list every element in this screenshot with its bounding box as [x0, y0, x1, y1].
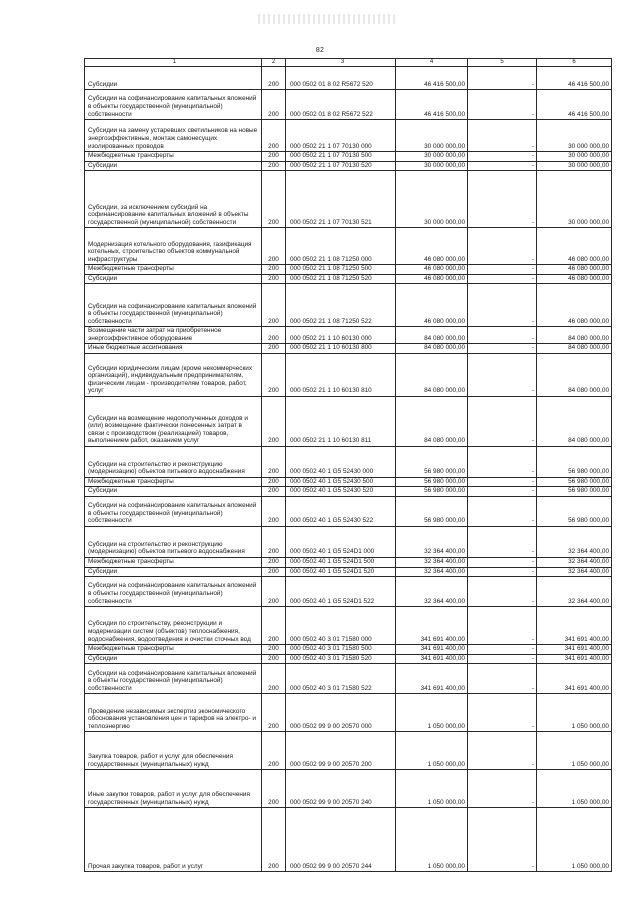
- row-approved: 46 416 500,00: [396, 90, 468, 120]
- row-name: Субсидии юридическим лицам (кроме некоммерческих организаций), индивидуальным предпринимателям, физическим лицам - производителям товаров, работ, услуг: [85, 353, 262, 396]
- row-code: 200: [262, 527, 286, 558]
- row-classifier: 000 0502 21 1 08 71250 500: [286, 265, 396, 275]
- table-row: [85, 265, 612, 275]
- row-executed: -: [468, 770, 537, 808]
- row-name: Иные закупки товаров, работ и услуг для обеспечения государственных (муниципальных) нужд: [85, 770, 262, 808]
- row-executed: -: [468, 577, 537, 607]
- row-classifier: 000 0502 21 1 08 71250 522: [286, 284, 396, 327]
- row-executed: -: [468, 161, 537, 171]
- row-name: Проведение независимых экспертиз экономического обоснования установления цен и тарифов на электро- и теплоэнергию: [85, 694, 262, 732]
- row-executed: -: [468, 327, 537, 344]
- row-executed: -: [468, 567, 537, 577]
- row-name: Субсидии на софинансирование капитальных вложений в объекты государственной (муниципальной) собственности: [85, 664, 262, 694]
- row-classifier: 000 0502 40 1 G5 52430 522: [286, 497, 396, 527]
- row-classifier: 000 0502 99 9 00 20570 240: [286, 770, 396, 808]
- row-unexecuted: 46 416 500,00: [537, 90, 612, 120]
- table-row: [85, 284, 612, 327]
- row-approved: 84 080 000,00: [396, 327, 468, 344]
- header-cell: 4: [396, 59, 468, 67]
- row-executed: -: [468, 396, 537, 446]
- row-approved: 341 691 400,00: [396, 607, 468, 645]
- row-name: Субсидии: [85, 567, 262, 577]
- row-code: 200: [262, 808, 286, 872]
- row-unexecuted: 32 364 400,00: [537, 558, 612, 568]
- table-row: [85, 344, 612, 354]
- row-unexecuted: 341 691 400,00: [537, 607, 612, 645]
- row-unexecuted: 341 691 400,00: [537, 654, 612, 664]
- row-approved: 46 080 000,00: [396, 228, 468, 265]
- table-row: [85, 577, 612, 607]
- row-name: Межбюджетные трансферты: [85, 645, 262, 655]
- row-executed: -: [468, 171, 537, 228]
- row-executed: -: [468, 228, 537, 265]
- row-executed: -: [468, 152, 537, 162]
- row-classifier: 000 0502 40 1 G5 524D1 522: [286, 577, 396, 607]
- row-code: 200: [262, 353, 286, 396]
- row-unexecuted: 46 416 500,00: [537, 67, 612, 90]
- row-classifier: 000 0502 99 9 00 20570 244: [286, 808, 396, 872]
- row-executed: -: [468, 497, 537, 527]
- table-row: [85, 120, 612, 152]
- table-row: [85, 694, 612, 732]
- table-row: [85, 228, 612, 265]
- row-name: Субсидии: [85, 161, 262, 171]
- row-approved: 46 080 000,00: [396, 274, 468, 284]
- table-row: [85, 770, 612, 808]
- row-code: 200: [262, 284, 286, 327]
- row-classifier: 000 0502 40 1 G5 52430 000: [286, 446, 396, 477]
- row-name: Модернизация котельного оборудования, газификация котельных, строительство объектов коммунальной инфраструктуры: [85, 228, 262, 265]
- row-unexecuted: 1 050 000,00: [537, 732, 612, 770]
- row-approved: 32 364 400,00: [396, 577, 468, 607]
- row-code: 200: [262, 654, 286, 664]
- table-row: [85, 732, 612, 770]
- row-classifier: 000 0502 21 1 10 60130 811: [286, 396, 396, 446]
- row-approved: 30 000 000,00: [396, 161, 468, 171]
- row-approved: 46 416 500,00: [396, 67, 468, 90]
- row-executed: -: [468, 90, 537, 120]
- row-executed: -: [468, 808, 537, 872]
- row-unexecuted: 46 080 000,00: [537, 228, 612, 265]
- row-unexecuted: 32 364 400,00: [537, 577, 612, 607]
- row-approved: 56 980 000,00: [396, 477, 468, 487]
- row-name: Иные бюджетные ассигнования: [85, 344, 262, 354]
- row-approved: 32 364 400,00: [396, 567, 468, 577]
- row-code: 200: [262, 396, 286, 446]
- row-approved: 30 000 000,00: [396, 152, 468, 162]
- row-classifier: 000 0502 21 1 10 60130 800: [286, 344, 396, 354]
- row-classifier: 000 0502 21 1 07 70130 000: [286, 120, 396, 152]
- row-code: 200: [262, 274, 286, 284]
- row-unexecuted: 1 050 000,00: [537, 770, 612, 808]
- row-classifier: 000 0502 21 1 07 70130 521: [286, 171, 396, 228]
- row-executed: -: [468, 607, 537, 645]
- row-name: Субсидии на софинансирование капитальных вложений в объекты государственной (муниципальной) собственности: [85, 90, 262, 120]
- row-name: Субсидии на строительство и реконструкцию (модернизацию) объектов питьевого водоснабжения: [85, 527, 262, 558]
- row-unexecuted: 84 080 000,00: [537, 327, 612, 344]
- row-code: 200: [262, 487, 286, 497]
- row-classifier: 000 0502 01 8 02 R5672 522: [286, 90, 396, 120]
- row-approved: 32 364 400,00: [396, 558, 468, 568]
- row-unexecuted: 30 000 000,00: [537, 161, 612, 171]
- row-code: 200: [262, 607, 286, 645]
- row-executed: -: [468, 274, 537, 284]
- row-name: Прочая закупка товаров, работ и услуг: [85, 808, 262, 872]
- row-classifier: 000 0502 40 1 G5 524D1 500: [286, 558, 396, 568]
- row-name: Субсидии по строительству, реконструкции и модернизации систем (объектов) теплоснабжения, водоснабжения, водоотведения и очистки сточных вод: [85, 607, 262, 645]
- row-unexecuted: 341 691 400,00: [537, 645, 612, 655]
- row-name: Межбюджетные трансферты: [85, 477, 262, 487]
- row-executed: -: [468, 558, 537, 568]
- row-approved: 46 080 000,00: [396, 284, 468, 327]
- row-unexecuted: 84 080 000,00: [537, 344, 612, 354]
- table-row: [85, 90, 612, 120]
- row-executed: -: [468, 527, 537, 558]
- table-row: [85, 527, 612, 558]
- table-header-row: [85, 59, 612, 67]
- row-classifier: 000 0502 21 1 10 60130 810: [286, 353, 396, 396]
- row-classifier: 000 0502 40 1 G5 524D1 520: [286, 567, 396, 577]
- table-row: [85, 497, 612, 527]
- scan-smudge: [258, 14, 398, 24]
- row-approved: 341 691 400,00: [396, 664, 468, 694]
- row-approved: 56 980 000,00: [396, 487, 468, 497]
- row-name: Субсидии на софинансирование капитальных вложений в объекты государственной (муниципальной) собственности: [85, 497, 262, 527]
- row-classifier: 000 0502 21 1 07 70130 500: [286, 152, 396, 162]
- row-code: 200: [262, 90, 286, 120]
- row-approved: 56 980 000,00: [396, 497, 468, 527]
- row-name: Субсидии: [85, 274, 262, 284]
- row-code: 200: [262, 171, 286, 228]
- row-code: 200: [262, 120, 286, 152]
- row-name: Субсидии, за исключением субсидий на софинансирование капитальных вложений в объекты государственной (муниципальной) собственности: [85, 171, 262, 228]
- budget-table: [84, 58, 612, 872]
- row-code: 200: [262, 228, 286, 265]
- table-row: [85, 567, 612, 577]
- row-executed: -: [468, 732, 537, 770]
- row-code: 200: [262, 67, 286, 90]
- row-name: Субсидии на замену устаревших светильников на новые энергоэффективные, монтаж самонесущих изолированных проводов: [85, 120, 262, 152]
- row-classifier: 000 0502 40 3 01 71580 500: [286, 645, 396, 655]
- row-name: Межбюджетные трансферты: [85, 152, 262, 162]
- table-row: [85, 645, 612, 655]
- row-classifier: 000 0502 40 3 01 71580 000: [286, 607, 396, 645]
- row-unexecuted: 46 080 000,00: [537, 284, 612, 327]
- table-row: [85, 446, 612, 477]
- row-approved: 84 080 000,00: [396, 353, 468, 396]
- row-code: 200: [262, 497, 286, 527]
- row-name: Субсидии: [85, 67, 262, 90]
- header-cell: 3: [286, 59, 396, 67]
- row-code: 200: [262, 477, 286, 487]
- row-unexecuted: 84 080 000,00: [537, 396, 612, 446]
- row-unexecuted: 30 000 000,00: [537, 152, 612, 162]
- page-number: 82: [315, 47, 325, 54]
- row-classifier: 000 0502 40 1 G5 524D1 000: [286, 527, 396, 558]
- row-approved: 30 000 000,00: [396, 171, 468, 228]
- row-classifier: 000 0502 21 1 08 71250 000: [286, 228, 396, 265]
- row-approved: 84 080 000,00: [396, 344, 468, 354]
- row-executed: -: [468, 446, 537, 477]
- row-name: Субсидии: [85, 654, 262, 664]
- row-unexecuted: 56 980 000,00: [537, 497, 612, 527]
- row-approved: 1 050 000,00: [396, 808, 468, 872]
- table-row: [85, 67, 612, 90]
- table-row: [85, 161, 612, 171]
- row-code: 200: [262, 694, 286, 732]
- row-name: Межбюджетные трансферты: [85, 558, 262, 568]
- row-name: Закупка товаров, работ и услуг для обеспечения государственных (муниципальных) нужд: [85, 732, 262, 770]
- row-unexecuted: 56 980 000,00: [537, 487, 612, 497]
- table-row: [85, 477, 612, 487]
- table-row: [85, 274, 612, 284]
- row-unexecuted: 30 000 000,00: [537, 120, 612, 152]
- header-cell: 2: [262, 59, 286, 67]
- row-executed: -: [468, 694, 537, 732]
- row-approved: 46 080 000,00: [396, 265, 468, 275]
- row-unexecuted: 84 080 000,00: [537, 353, 612, 396]
- row-classifier: 000 0502 99 9 00 20570 000: [286, 694, 396, 732]
- row-unexecuted: 32 364 400,00: [537, 527, 612, 558]
- row-name: Субсидии на возмещение недополученных доходов и (или) возмещение фактически понесенных затрат в связи с производством (реализацией) товаров, выполнением работ, оказанием услуг: [85, 396, 262, 446]
- row-unexecuted: 46 080 000,00: [537, 265, 612, 275]
- row-code: 200: [262, 265, 286, 275]
- table-row: [85, 487, 612, 497]
- row-code: 200: [262, 152, 286, 162]
- header-cell: 5: [468, 59, 537, 67]
- row-unexecuted: 46 080 000,00: [537, 274, 612, 284]
- row-name: Субсидии: [85, 487, 262, 497]
- row-name: Субсидии на строительство и реконструкцию (модернизацию) объектов питьевого водоснабжения: [85, 446, 262, 477]
- row-code: 200: [262, 161, 286, 171]
- row-unexecuted: 341 691 400,00: [537, 664, 612, 694]
- table-row: [85, 558, 612, 568]
- row-classifier: 000 0502 21 1 10 60130 000: [286, 327, 396, 344]
- row-name: Возмещение части затрат на приобретенное энергоэффективное оборудование: [85, 327, 262, 344]
- table-row: [85, 396, 612, 446]
- table-row: [85, 607, 612, 645]
- row-executed: -: [468, 67, 537, 90]
- table-row: [85, 664, 612, 694]
- row-unexecuted: 1 050 000,00: [537, 808, 612, 872]
- row-executed: -: [468, 654, 537, 664]
- table-row: [85, 152, 612, 162]
- row-executed: -: [468, 645, 537, 655]
- row-code: 200: [262, 664, 286, 694]
- row-executed: -: [468, 120, 537, 152]
- row-approved: 32 364 400,00: [396, 527, 468, 558]
- row-name: Субсидии на софинансирование капитальных вложений в объекты государственной (муниципальной) собственности: [85, 577, 262, 607]
- row-classifier: 000 0502 40 1 G5 52430 520: [286, 487, 396, 497]
- row-code: 200: [262, 645, 286, 655]
- row-classifier: 000 0502 40 1 G5 52430 500: [286, 477, 396, 487]
- row-approved: 84 080 000,00: [396, 396, 468, 446]
- row-code: 200: [262, 446, 286, 477]
- row-classifier: 000 0502 21 1 08 71250 520: [286, 274, 396, 284]
- row-unexecuted: 1 050 000,00: [537, 694, 612, 732]
- table-row: [85, 171, 612, 228]
- row-approved: 1 050 000,00: [396, 732, 468, 770]
- row-executed: -: [468, 664, 537, 694]
- table-row: [85, 327, 612, 344]
- row-code: 200: [262, 577, 286, 607]
- row-executed: -: [468, 353, 537, 396]
- row-classifier: 000 0502 40 3 01 71580 520: [286, 654, 396, 664]
- row-unexecuted: 32 364 400,00: [537, 567, 612, 577]
- row-code: 200: [262, 770, 286, 808]
- row-approved: 341 691 400,00: [396, 645, 468, 655]
- row-unexecuted: 30 000 000,00: [537, 171, 612, 228]
- row-unexecuted: 56 980 000,00: [537, 477, 612, 487]
- row-code: 200: [262, 558, 286, 568]
- row-code: 200: [262, 344, 286, 354]
- row-approved: 341 691 400,00: [396, 654, 468, 664]
- row-classifier: 000 0502 21 1 07 70130 520: [286, 161, 396, 171]
- row-unexecuted: 56 980 000,00: [537, 446, 612, 477]
- row-approved: 30 000 000,00: [396, 120, 468, 152]
- row-approved: 1 050 000,00: [396, 694, 468, 732]
- row-approved: 56 980 000,00: [396, 446, 468, 477]
- row-approved: 1 050 000,00: [396, 770, 468, 808]
- row-name: Межбюджетные трансферты: [85, 265, 262, 275]
- row-executed: -: [468, 487, 537, 497]
- row-code: 200: [262, 732, 286, 770]
- row-executed: -: [468, 265, 537, 275]
- table-row: [85, 808, 612, 872]
- row-classifier: 000 0502 99 9 00 20570 200: [286, 732, 396, 770]
- header-cell: 6: [537, 59, 612, 67]
- row-classifier: 000 0502 40 3 01 71580 522: [286, 664, 396, 694]
- row-executed: -: [468, 477, 537, 487]
- row-classifier: 000 0502 01 8 02 R5672 520: [286, 67, 396, 90]
- row-code: 200: [262, 567, 286, 577]
- table-row: [85, 654, 612, 664]
- header-cell: 1: [85, 59, 262, 67]
- row-executed: -: [468, 344, 537, 354]
- table-row: [85, 353, 612, 396]
- row-name: Субсидии на софинансирование капитальных вложений в объекты государственной (муниципальной) собственности: [85, 284, 262, 327]
- row-executed: -: [468, 284, 537, 327]
- row-code: 200: [262, 327, 286, 344]
